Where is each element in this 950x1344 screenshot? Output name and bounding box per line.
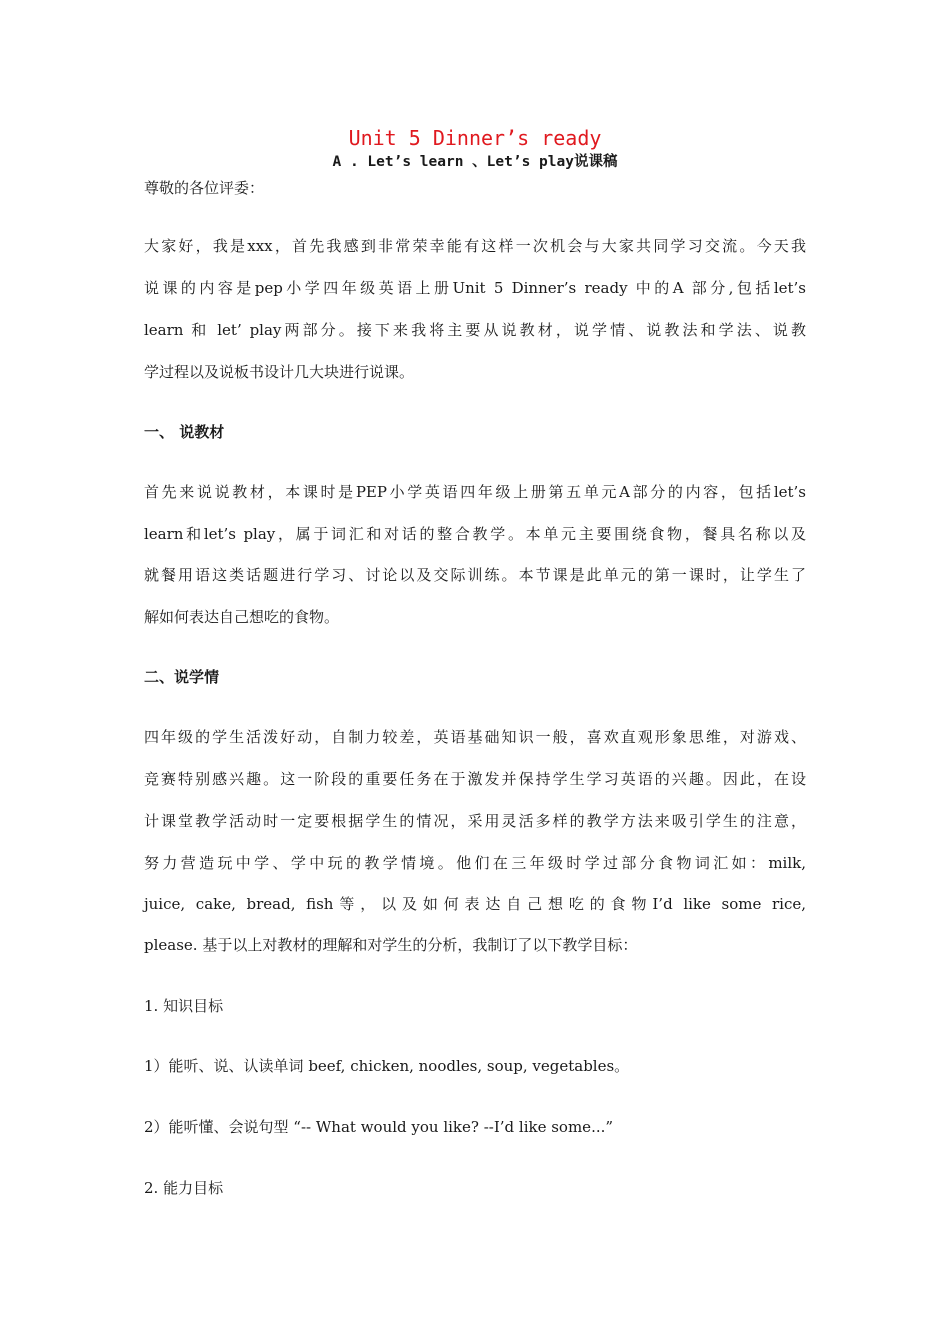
document-subtitle: A . Let’s learn 、Let’s play说课稿 <box>332 154 618 170</box>
goal-ability-heading: 2. 能力目标 <box>144 1179 224 1197</box>
section2-line: juice, cake, bread, fish等，以及如何表达自己想吃的食物I’d like some rice, <box>144 895 806 913</box>
section2-line: 四年级的学生活泼好动，自制力较差，英语基础知识一般，喜欢直观形象思维，对游戏、 <box>144 728 806 746</box>
section-heading-textbook: 一、 说教材 <box>144 423 225 441</box>
section2-line: 努力营造玩中学、学中玩的教学情境。他们在三年级时学过部分食物词汇如：milk, <box>144 854 806 872</box>
intro-line: 学过程以及说板书设计几大块进行说课。 <box>144 363 415 381</box>
section-heading-students: 二、说学情 <box>144 668 220 686</box>
goal-knowledge-item: 1）能听、说、认读单词 beef, chicken, noodles, soup, vegetables。 <box>144 1057 630 1075</box>
section1-line: learn和let’s play，属于词汇和对话的整合教学。本单元主要围绕食物，餐具名称以及 <box>144 525 806 543</box>
greeting: 尊敬的各位评委： <box>144 179 265 197</box>
intro-line: 大家好，我是xxx，首先我感到非常荣幸能有这样一次机会与大家共同学习交流。今天我 <box>144 237 806 255</box>
goal-knowledge-item: 2）能听懂、会说句型 “-- What would you like? --I’d like some...” <box>144 1118 614 1136</box>
section1-line: 首先来说说教材，本课时是PEP小学英语四年级上册第五单元A部分的内容，包括let’s <box>144 483 806 501</box>
section1-line: 解如何表达自己想吃的食物。 <box>144 608 340 626</box>
section2-line: please. 基于以上对教材的理解和对学生的分析，我制订了以下教学目标： <box>144 936 638 954</box>
intro-line: learn 和 let’ play两部分。接下来我将主要从说教材，说学情、说教法和学法、说教 <box>144 321 806 339</box>
section2-line: 竞赛特别感兴趣。这一阶段的重要任务在于激发并保持学生学习英语的兴趣。因此，在设 <box>144 770 806 788</box>
section2-line: 计课堂教学活动时一定要根据学生的情况，采用灵活多样的教学方法来吸引学生的注意， <box>144 812 806 830</box>
section1-line: 就餐用语这类话题进行学习、讨论以及交际训练。本节课是此单元的第一课时，让学生了 <box>144 566 806 584</box>
goal-knowledge-heading: 1. 知识目标 <box>144 997 224 1015</box>
intro-line: 说课的内容是pep小学四年级英语上册Unit 5 Dinner’s ready 中的A 部分,包括let’s <box>144 279 806 297</box>
document-title: Unit 5 Dinner’s ready <box>348 126 602 150</box>
